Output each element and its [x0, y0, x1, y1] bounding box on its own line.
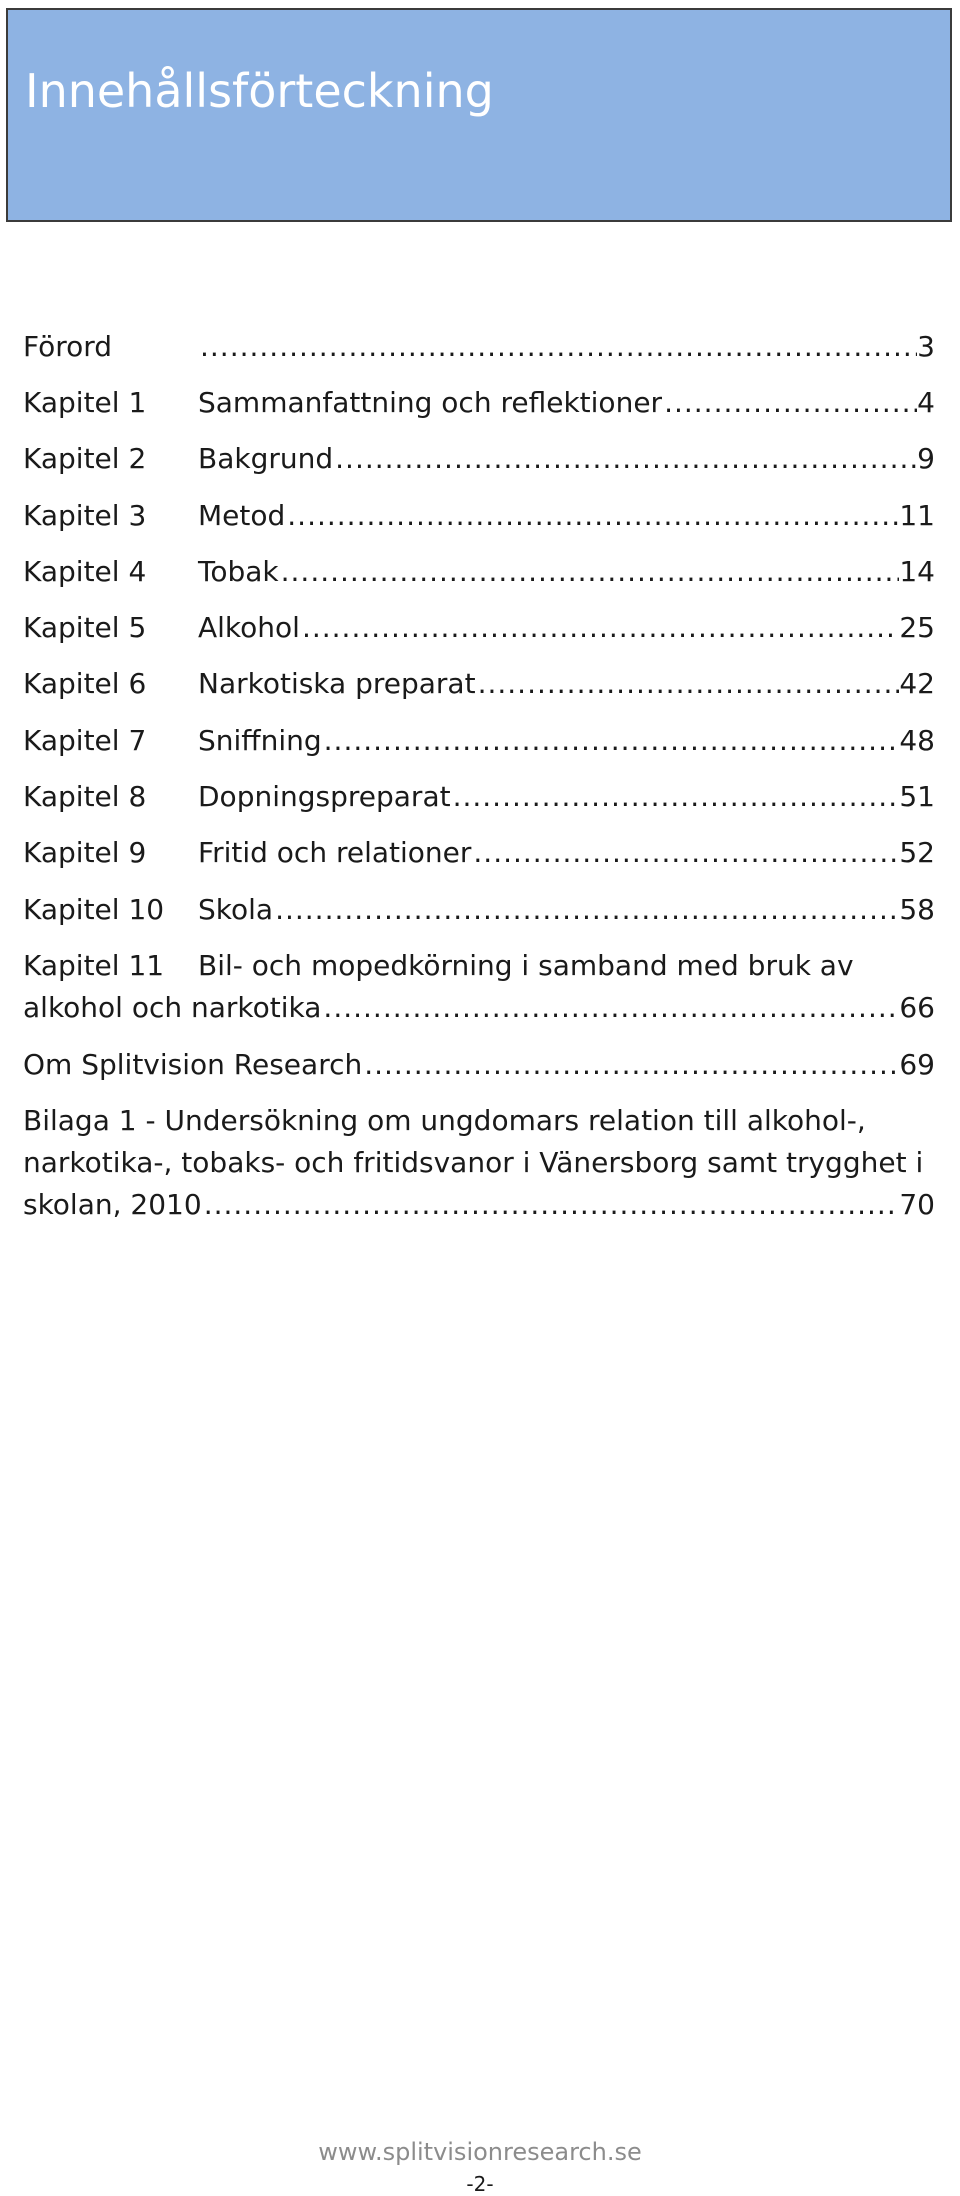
toc-page-number: 3: [917, 330, 935, 363]
toc-entry-chapter-2[interactable]: [23, 438, 935, 480]
dot-leader: [476, 663, 900, 705]
footer-website: www.splitvisionresearch.se: [318, 2138, 642, 2166]
toc-page-number: 58: [899, 893, 935, 926]
toc-entry-chapter-4[interactable]: [23, 551, 935, 593]
toc-chapter-title: Sammanfattning och reflektioner: [198, 386, 663, 419]
toc-chapter-number: Kapitel 9: [23, 836, 147, 869]
toc-chapter-number: Kapitel 2: [23, 442, 147, 475]
toc-page-number: 14: [899, 555, 935, 588]
toc-entry-chapter-1[interactable]: [23, 382, 935, 424]
toc-chapter-number: Kapitel 3: [23, 499, 147, 532]
toc-entry-foreword[interactable]: [23, 326, 935, 368]
toc-chapter-title-continued: alkohol och narkotika: [23, 991, 322, 1024]
toc-page-number: 70: [899, 1188, 935, 1221]
dot-leader: [285, 495, 899, 537]
toc-chapter-number: Kapitel 11: [23, 949, 165, 982]
toc-page-number: 51: [899, 780, 935, 813]
toc-chapter-number: Kapitel 7: [23, 724, 147, 757]
toc-chapter-title: Alkohol: [198, 611, 300, 644]
toc-entry-chapter-10[interactable]: [23, 889, 935, 931]
dot-leader: [362, 1044, 899, 1086]
page-title: Innehållsförteckning: [25, 64, 494, 118]
toc-entry-chapter-8[interactable]: [23, 776, 935, 818]
dot-leader: [273, 889, 899, 931]
dot-leader: [322, 720, 900, 762]
toc-chapter-title: Skola: [198, 893, 274, 926]
toc-chapter-title: Narkotiska preparat: [198, 667, 476, 700]
toc-chapter-title: Tobak: [198, 555, 279, 588]
toc-chapter-number: Kapitel 6: [23, 667, 147, 700]
toc-page-number: 42: [899, 667, 935, 700]
toc-page-number: 48: [899, 724, 935, 757]
title-banner: [6, 8, 952, 222]
dot-leader: [198, 326, 917, 368]
toc-page-number: 69: [899, 1048, 935, 1081]
toc-chapter-title: Bakgrund: [198, 442, 334, 475]
dot-leader: [202, 1184, 900, 1226]
toc-chapter-number: Kapitel 8: [23, 780, 147, 813]
toc-page-number: 9: [917, 442, 935, 475]
toc-chapter-title: Metod: [198, 499, 286, 532]
toc-chapter-number: Kapitel 1: [23, 386, 147, 419]
toc-chapter-title: Dopningspreparat: [198, 780, 451, 813]
toc-entry-chapter-11[interactable]: [23, 945, 935, 1029]
footer-page-number: -2-: [466, 2172, 494, 2196]
dot-leader: [300, 607, 899, 649]
dot-leader: [321, 987, 899, 1029]
toc-entry-title-continued: skolan, 2010: [23, 1188, 202, 1221]
toc-chapter-title: Fritid och relationer: [198, 836, 472, 869]
toc-entry-label: Förord: [23, 330, 113, 363]
toc-chapter-title: Sniffning: [198, 724, 322, 757]
dot-leader: [333, 438, 917, 480]
toc-entry-appendix-1[interactable]: [23, 1100, 935, 1226]
toc-entry-about[interactable]: [23, 1044, 935, 1086]
toc-entry-chapter-9[interactable]: [23, 832, 935, 874]
dot-leader: [451, 776, 900, 818]
toc-entry-title: Bilaga 1 - Undersökning om ungdomars relation till alkohol-,: [23, 1104, 866, 1137]
dot-leader: [471, 832, 899, 874]
toc-entry-title-continued: narkotika-, tobaks- och fritidsvanor i Vänersborg samt trygghet i: [23, 1146, 924, 1179]
toc-entry-chapter-5[interactable]: [23, 607, 935, 649]
toc-entry-title: Om Splitvision Research: [23, 1048, 363, 1081]
toc-page-number: 52: [899, 836, 935, 869]
toc-page-number: 66: [899, 991, 935, 1024]
toc-page-number: 25: [899, 611, 935, 644]
toc-page-number: 4: [917, 386, 935, 419]
toc-page-number: 11: [899, 499, 935, 532]
toc-chapter-title: Bil- och mopedkörning i samband med bruk av: [198, 949, 854, 982]
toc-entry-chapter-6[interactable]: [23, 663, 935, 705]
toc-entry-chapter-3[interactable]: [23, 495, 935, 537]
toc-chapter-number: Kapitel 10: [23, 893, 165, 926]
toc-chapter-number: Kapitel 5: [23, 611, 147, 644]
dot-leader: [279, 551, 900, 593]
dot-leader: [662, 382, 917, 424]
toc-chapter-number: Kapitel 4: [23, 555, 147, 588]
toc-entry-chapter-7[interactable]: [23, 720, 935, 762]
